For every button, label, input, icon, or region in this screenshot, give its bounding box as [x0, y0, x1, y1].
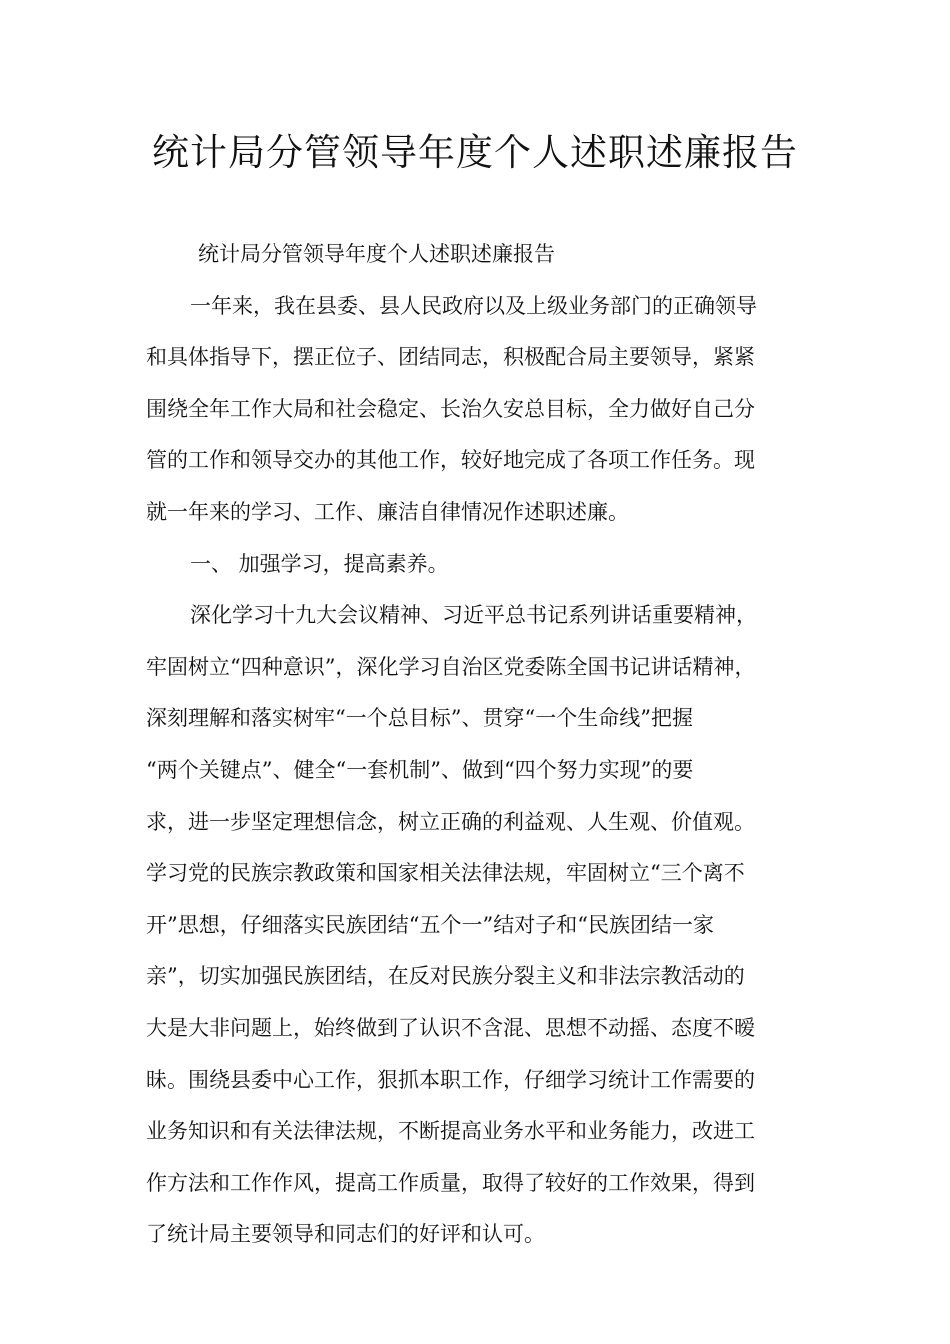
- section-heading: 一、 加强学习，提高素养。: [190, 551, 449, 576]
- paragraph-line: 作方法和工作作风，提高工作质量，取得了较好的工作效果，得到: [146, 1170, 755, 1195]
- paragraph-line: 管的工作和领导交办的其他工作，较好地完成了各项工作任务。现: [146, 448, 755, 473]
- paragraph-line: 一年来，我在县委、县人民政府以及上级业务部门的正确领导: [190, 293, 757, 318]
- paragraph-line: “两个关键点”、健全“一套机制”、做到“四个努力实现”的要: [146, 757, 694, 782]
- paragraph-line: 围绕全年工作大局和社会稳定、长治久安总目标，全力做好自己分: [146, 396, 755, 421]
- paragraph-line: 和具体指导下，摆正位子、团结同志，积极配合局主要领导，紧紧: [146, 345, 755, 370]
- paragraph-line: 牢固树立“四种意识”，深化学习自治区党委陈全国书记讲话精神，: [146, 654, 756, 679]
- paragraph-line: 了统计局主要领导和同志们的好评和认可。: [146, 1222, 545, 1247]
- paragraph-line: 开”思想，仔细落实民族团结“五个一”结对子和“民族团结一家: [146, 912, 714, 937]
- paragraph-line: 昧。围绕县委中心工作，狠抓本职工作，仔细学习统计工作需要的: [146, 1067, 755, 1092]
- paragraph-line: 深化学习十九大会议精神、习近平总书记系列讲话重要精神，: [190, 603, 757, 628]
- paragraph-line: 大是大非问题上，始终做到了认识不含混、思想不动摇、态度不暧: [146, 1015, 755, 1040]
- document-title: 统计局分管领导年度个人述职述廉报告: [152, 131, 798, 174]
- document-body: [146, 229, 822, 1261]
- paragraph-line: 业务知识和有关法律法规，不断提高业务水平和业务能力，改进工: [146, 1119, 755, 1144]
- paragraph-line: 亲”，切实加强民族团结，在反对民族分裂主义和非法宗教活动的: [146, 964, 745, 989]
- paragraph-line: 就一年来的学习、工作、廉洁自律情况作述职述廉。: [146, 499, 629, 524]
- paragraph-line: 学习党的民族宗教政策和国家相关法律法规，牢固树立“三个离不: [146, 861, 745, 886]
- subtitle-line: 统计局分管领导年度个人述职述廉报告: [198, 242, 555, 266]
- paragraph-line: 求，进一步坚定理想信念，树立正确的利益观、人生观、价值观。: [146, 809, 755, 834]
- paragraph-line: 深刻理解和落实树牢“一个总目标”、贯穿“一个生命线”把握: [146, 706, 693, 731]
